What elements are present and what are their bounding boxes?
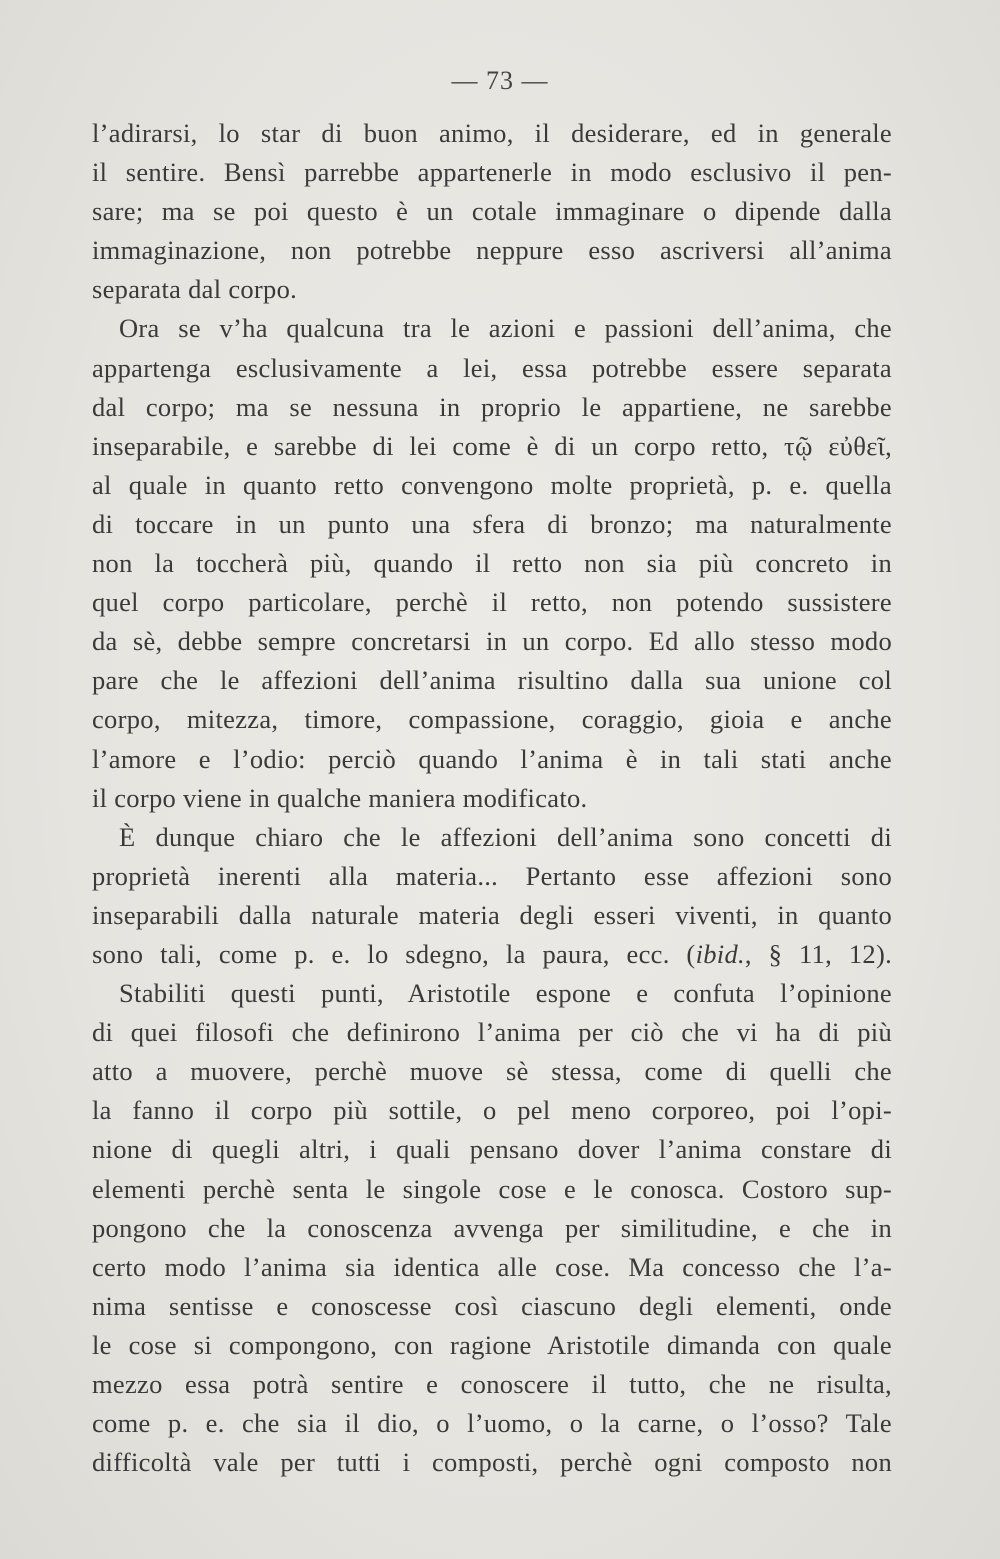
page-number: — 73 — — [451, 66, 549, 95]
text-line: proprietà inerenti alla materia... Pertanto esse affezioni sono — [92, 860, 892, 891]
body-text — [92, 114, 892, 1482]
text-line: quel corpo particolare, perchè il retto, non potendo sussistere — [92, 587, 892, 618]
citation-ref: ibid. — [695, 938, 745, 969]
text-line: sare; ma se poi questo è un cotale immaginare o dipende dalla — [92, 196, 892, 227]
text-line: la fanno il corpo più sottile, o pel meno corporeo, poi l’opi- — [92, 1095, 892, 1126]
text-line: non la toccherà più, quando il retto non sia più concreto in — [92, 548, 892, 579]
text-line: inseparabili dalla naturale materia degli esseri viventi, in quanto — [92, 899, 892, 930]
text-line: elementi perchè senta le singole cose e le conosca. Costoro sup- — [92, 1173, 892, 1204]
text-line: mezzo essa potrà sentire e conoscere il tutto, che ne risulta, — [92, 1369, 892, 1399]
paragraph-start-line: È dunque chiaro che le affezioni dell’anima sono concetti di — [119, 821, 892, 852]
text-line: da sè, debbe sempre concretarsi in un corpo. Ed allo stesso modo — [92, 626, 892, 657]
text-line: di toccare in un punto una sfera di bronzo; ma naturalmente — [92, 508, 892, 539]
text-line: pongono che la conoscenza avvenga per similitudine, e che in — [92, 1212, 892, 1243]
text-line: nima sentisse e conoscesse così ciascuno degli elementi, onde — [92, 1290, 892, 1321]
text-line: certo modo l’anima sia identica alle cose. Ma concesso che l’a- — [92, 1251, 892, 1282]
paragraph-start-line: Stabiliti questi punti, Aristotile espone e confuta l’opinione — [119, 978, 892, 1009]
text-line: nione di quegli altri, i quali pensano dover l’anima constare di — [92, 1134, 892, 1165]
citation-text: sono tali, come p. e. lo sdegno, la paura, ecc. ( — [92, 938, 696, 969]
text-line: come p. e. che sia il dio, o l’uomo, o la carne, o l’osso? Tale — [92, 1408, 892, 1439]
text-line: l’adirarsi, lo star di buon animo, il desiderare, ed in generale — [92, 118, 892, 148]
paragraph-start-line: Ora se v’ha qualcuna tra le azioni e passioni dell’anima, che — [119, 313, 892, 344]
text-line: difficoltà vale per tutti i composti, perchè ogni composto non — [92, 1447, 892, 1478]
text-line: dal corpo; ma se nessuna in proprio le appartiene, ne sarebbe — [92, 391, 892, 422]
text-line: separata dal corpo. — [92, 274, 298, 305]
text-line: di quei filosofi che definirono l’anima per ciò che vi ha di più — [92, 1017, 892, 1048]
text-line: le cose si compongono, con ragione Aristotile dimanda con quale — [92, 1329, 892, 1360]
text-line: immaginazione, non potrebbe neppure esso ascriversi all’anima — [92, 235, 892, 266]
text-line: l’amore e l’odio: perciò quando l’anima è in tali stati anche — [92, 743, 892, 774]
text-line: corpo, mitezza, timore, compassione, coraggio, gioia e anche — [92, 704, 892, 735]
citation-tail: , § 11, 12). — [744, 938, 892, 969]
text-line: il corpo viene in qualche maniera modificato. — [92, 782, 588, 813]
text-line: atto a muovere, perchè muove sè stessa, come di quelli che — [92, 1056, 892, 1087]
text-line: al quale in quanto retto convengono molte proprietà, p. e. quella — [92, 469, 892, 500]
text-line: appartenga esclusivamente a lei, essa potrebbe essere separata — [92, 352, 892, 383]
text-line: pare che le affezioni dell’anima risultino dalla sua unione col — [92, 665, 892, 696]
text-line: il sentire. Bensì parrebbe appartenerle in modo esclusivo il pen- — [92, 157, 892, 188]
citation-line — [92, 935, 892, 974]
text-line: inseparabile, e sarebbe di lei come è di un corpo retto, τῷ εὐθεῖ, — [92, 430, 892, 461]
